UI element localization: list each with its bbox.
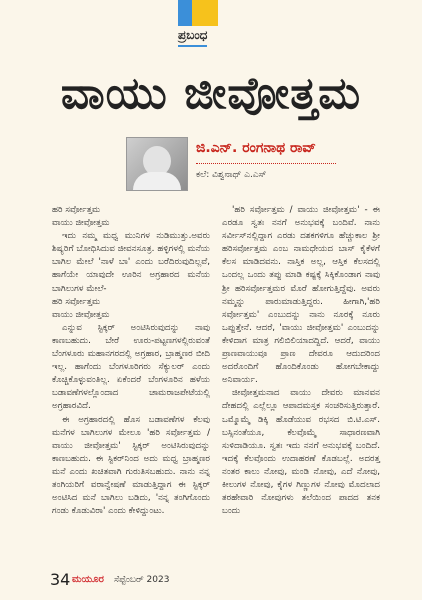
author-photo xyxy=(126,137,188,191)
article-title: ವಾಯು ಜೀವೋತ್ತಮ xyxy=(60,68,362,119)
magazine-logo: ಮಯೂರ xyxy=(72,574,104,585)
author-divider xyxy=(196,163,336,164)
author-name: ಜಿ.ಎನ್. ರಂಗನಾಥ ರಾವ್ xyxy=(196,140,316,156)
logo-blue-block xyxy=(178,0,192,26)
article-column-right xyxy=(222,204,380,518)
verse-line: ಹರಿ ಸರ್ವೋತ್ತಮ xyxy=(52,205,101,215)
illustrator-credit: ಕಲೆ: ವಿಶ್ವನಾಥ್ ಎ.ಎಸ್ xyxy=(196,170,267,180)
section-tag: ಪ್ರಬಂಧ xyxy=(178,28,207,47)
paragraph: ಇದು ನಮ್ಮ ಮಧ್ವ ಮುನಿಗಳ ನುಡಿಮುತ್ತು.ಅವರು ಶಿಷ್ಯರಿಗೆ ಬೋಧಿಸಿದುವ ಜೀವನಸೂತ್ರ. ಹಳ್ಳಿಗಳಲ್ಲಿ ಮನೆಯ ಬಾಗಿಲ ಮೇಲೆ 'ನಾಳೆ ಬಾ' ಎಂದು ಬರೆದಿರುವುದಿಲ್ಲವೆ, ಹಾಗೆಯೇ ಯಾವುದೇ ಊರಿನ ಅಗ್ರಹಾರದ ಮನೆಯ ಬಾಗಿಲುಗಳ ಮೇಲೆ- xyxy=(52,231,210,294)
paragraph: ಜೀವೋತ್ತಮನಾದ ವಾಯು ದೇವರು ಮಾನವನ ದೇಹದಲ್ಲಿ ಎಲ್ಲೆಲ್ಲೂ ಆಪಾದಮಸ್ತಕ ಸಂಚರಿಸುತ್ತಿರುತ್ತಾರೆ. ಒಮ್ಮೊಮ್ಮೆ ಡಿಕ್ಕಿ ಹೊಡೆಯುವ ರಭಸದ ಬಿ.ಟಿ.ಎಸ್. ಬಸ್ಸಿನಂತೆಯೂ, ಕೆಲವೊಮ್ಮೆ ಸಾಧಾರಣವಾಗಿ ಸುಳಿದಾಡಿಯೂ. ಸ್ವತಃ ಇದು ನನಗೆ ಅನುಭವಕ್ಕೆ ಬಂದಿದೆ. ಇದಕ್ಕೆ ಕೆಲವೊಂದು ಉದಾಹರಣೆ ಕೊಡಬಲ್ಲೆ. ಅದರತ್ತ ನಂತರ ಕಾಲು ನೋವು, ಮಂಡಿ ನೋವು, ಎದೆ ನೋವು, ಕೀಲುಗಳ ನೋವು, ಕೈಗಳ ಗಿಣ್ಣುಗಳ ನೋವು ಮೊದಲಾದ ತರಹೇವಾರಿ ನೋವುಗಳು ತಲೆಯಿಂದ ಪಾದದ ತನಕ ಬಂದು xyxy=(222,388,380,517)
logo-yellow-block xyxy=(192,0,218,26)
verse-line: ವಾಯು ಜೀವೋತ್ತಮ xyxy=(52,218,110,229)
paragraph: 'ಹರಿ ಸರ್ವೋತ್ತಮ / ವಾಯು ಜೀವೋತ್ತಮ' - ಈ ಎರಡೂ ಸ್ವತಃ ನನಗೆ ಅನುಭವಕ್ಕೆ ಬಂದಿವೆ. ನಾನು ಸರ್ವೀಸ್‌ನಲ್ಲಿದ್ದಾಗ ಎರಡು ದಶಕಗಳಿಗೂ ಹೆಚ್ಚುಕಾಲ ಶ್ರೀ ಹರಿಸರ್ವೋತ್ತಮ ಎಂಬ ನಾಮಧೇಯದ ಬಾಸ್ ಕೈಕೆಳಗೆ ಕೆಲಸ ಮಾಡಿದವನು. ನಾಸ್ತಿಕ ಅಲ್ಲ, ಆಸ್ತಿಕ ಕೆಲಸದಲ್ಲಿ ಒಂದಲ್ಲ ಒಂದು ತಪ್ಪು ಮಾಡಿ ಕಷ್ಟಕ್ಕೆ ಸಿಕ್ಕಿಕೊಂಡಾಗ ನಾವು ಶ್ರೀ ಹರಿಸರ್ವೋತ್ತಮರ ಮೊರೆ ಹೋಗುತ್ತಿದ್ದೆವು. ಅವರು ನಮ್ಮನ್ನು ಪಾರುಮಾಡುತ್ತಿದ್ದರು. ಹೀಗಾಗಿ,'ಹರಿ ಸರ್ವೋತ್ತಮ' ಎಂಬುದನ್ನು ನಾನು ನೂರಕ್ಕೆ ನೂರು ಒಪ್ಪುತ್ತೇನೆ. ಆದರೆ, 'ವಾಯು ಜೀವೋತ್ತಮ' ಎಂಬುದನ್ನು ಕೇಳಿದಾಗ ಮಾತ್ರ ಗಲಿಬಿಲಿಯಾದದ್ದಿದೆ. ಆದರೆ, ವಾಯು ಪ್ರಾಣವಾಯುವೂ ಪ್ರಾಣ ದೇವರೂ ಆದುದರಿಂದ ಅದರೊಂದಿಗೆ ಹೊಂದಿಕೊಂಡು ಹೋಗಬೇಕಾದ್ದು ಅನಿವಾರ್ಯ. xyxy=(222,205,380,386)
verse-line: ಹರಿ ಸರ್ವೋತ್ತಮ xyxy=(52,296,101,307)
page-number: 34 xyxy=(50,570,71,589)
article-column-left xyxy=(52,204,210,518)
paragraph: ಎನ್ನುವ ಸ್ಟಿಕ್ಕರ್ ಅಂಟಿಸಿರುವುದನ್ನು ನಾವು ಕಾಣಬಹುದು. ಬೇರೆ ಊರು-ಪಟ್ಟಣಗಳಲ್ಲಿರುವಂತೆ ಬೆಂಗಳೂರು ಮಹಾನಗರದಲ್ಲಿ ಅಗ್ರಹಾರ, ಬ್ರಾಹ್ಮಣರ ಬೀದಿ ಇಲ್ಲ. ಹಾಗೆಂದು ಬೆಂಗಳೂರಿಗರು ಸೆಕ್ಯುಲರ್ ಎಂದು ಕೊಚ್ಚಿಕೊಳ್ಳುವಂತಿಲ್ಲ. ಏಕೆಂದರೆ ಬೆಂಗಳೂರಿನ ಹಳೆಯ ಬಡಾವಣೆಗಳಲ್ಲೊಂದಾದ ಚಾಮರಾಜಪೇಟೆಯಲ್ಲಿ ಅಗ್ರಹಾರವಿದೆ. xyxy=(52,322,210,412)
issue-date: ಸೆಪ್ಟೆಂಬರ್ 2023 xyxy=(114,575,170,585)
paragraph: ಈ ಅಗ್ರಹಾರದಲ್ಲಿ ಹೊಸ ಬಡಾವಣೆಗಳ ಕೆಲವು ಮನೆಗಳ ಬಾಗಿಲುಗಳ ಮೇಲೂ 'ಹರಿ ಸರ್ವೋತ್ತಮ / ವಾಯು ಜೀವೋತ್ತಮ' ಸ್ಟಿಕ್ಕರ್ ಅಂಟಿಸಿರುವುದನ್ನು ಕಾಣಬಹುದು. ಈ ಸ್ಟಿಕರ್‌ನಿಂದ ಅದು ಮಧ್ವ ಬ್ರಾಹ್ಮಣರ ಮನೆ ಎಂದು ಖಚಿತವಾಗಿ ಗುರುತಿಸಬಹುದು. ನಾನು ನನ್ನ ತಂಗಿಯರಿಗೆ ವರಾನ್ವೇಷಣೆ ಮಾಡುತ್ತಿದ್ದಾಗ ಈ ಸ್ಟಿಕ್ಕರ್ ಅಂಟಿಸಿದ ಮನೆ ಬಾಗಿಲು ಬಡಿದು, 'ನನ್ನ ತಂಗಿಗೊಂದು ಗಂಡು ಕೊಡುವಿರಾ' ಎಂದು ಕೇಳಿದ್ದುಂಟು. xyxy=(52,414,210,517)
author-shoulders xyxy=(133,172,181,190)
verse-line: ವಾಯು ಜೀವೋತ್ತಮ xyxy=(52,309,110,320)
